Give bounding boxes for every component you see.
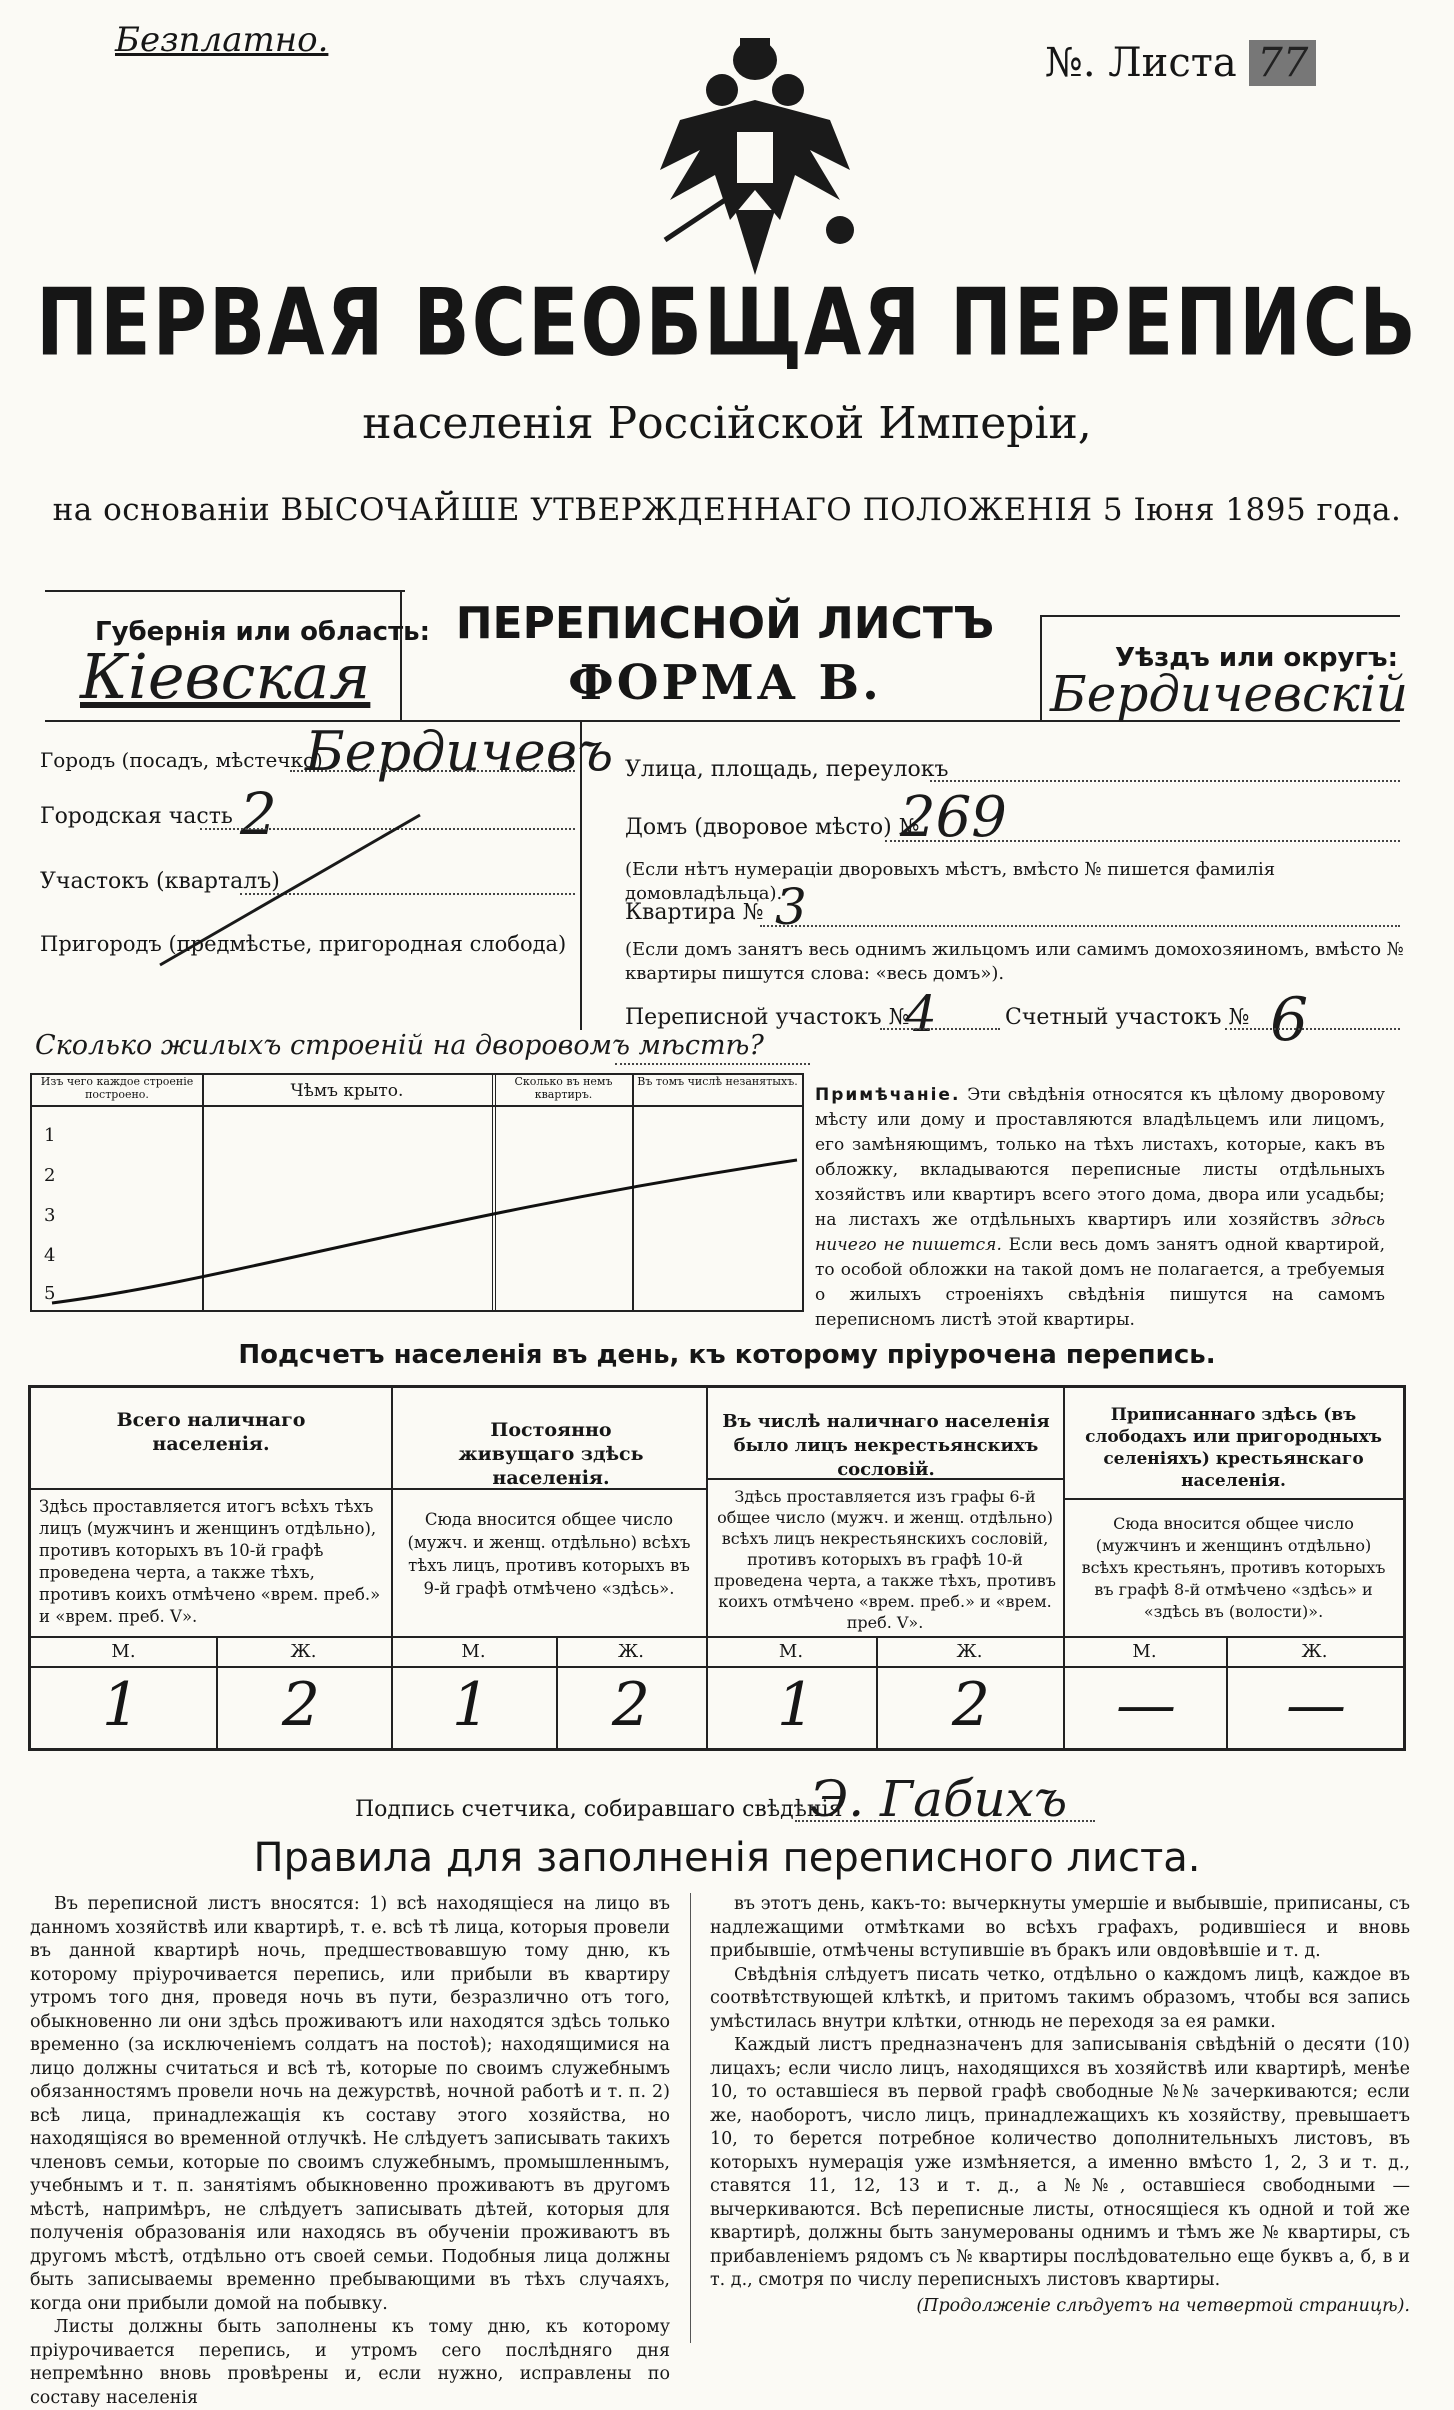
buildings-row-4: 4 — [44, 1245, 56, 1266]
rules-right-p2: Свѣдѣнія слѣдуетъ писать четко, отдѣльно о каждомъ лицѣ, каждое въ соотвѣтствующей клѣткѣ, и притомъ такимъ образомъ, чтобы вся запись умѣстилась внутри клѣтки, отнюдь не переходя за ея рамки. — [710, 1964, 1410, 2032]
census-title: ПЕРВАЯ ВСЕОБЩАЯ ПЕРЕПИСЬ — [36, 269, 1418, 377]
count-col2-f-value: 2 — [611, 1670, 651, 1740]
count-col4-m-label: М. — [1132, 1641, 1157, 1662]
count-col3-m-label: М. — [778, 1641, 804, 1662]
note-label: Примѣчаніе. — [815, 1085, 961, 1105]
note-block — [815, 1083, 1385, 1333]
house-label: Домъ (дворовое мѣсто) № — [625, 815, 920, 840]
buildings-header-apartments: Сколько въ немъ квартиръ. — [514, 1075, 613, 1101]
count-col2-m-value: 1 — [451, 1670, 491, 1740]
sheet-number-value: 77 — [1249, 40, 1316, 86]
note-text-2: Если весь домъ занятъ одной квартирой, то особой обложки на такой домъ не полагается, а требуемыя о жилыхъ строеніяхъ свѣдѣнія пишутся на самомъ переписномъ листѣ этой квартиры. — [815, 1235, 1386, 1330]
uezd-value: Бердичевскій — [1050, 665, 1409, 723]
count-col2-desc: Сюда вносится общее число (мужч. и женщ. отдѣльно) всѣхъ тѣхъ лицъ, противъ которыхъ въ 9-й графѣ отмѣчено «здѣсь». — [407, 1510, 691, 1598]
census-basis: на основаніи ВЫСОЧАЙШЕ УТВЕРЖДЕННАГО ПОЛОЖЕНІЯ 5 Іюня 1895 года. — [52, 492, 1402, 528]
count-col2-header: Постоянно живущаго здѣсь населенія. — [458, 1419, 644, 1489]
rules-title: Правила для заполненія переписного листа. — [253, 1835, 1201, 1881]
count-col4-header: Приписаннаго здѣсь (въ слободахъ или пригородныхъ селеніяхъ) крестьянскаго населенія. — [1085, 1405, 1382, 1491]
count-col3-f-value: 2 — [951, 1670, 991, 1740]
rules-left-p2: Листы должны быть заполнены къ тому дню, къ которому пріурочивается перепись, и утромъ сего послѣдняго дня непремѣнно вновь провѣрены и, если нужно, исправлены по составу населенія — [30, 2317, 670, 2408]
census-area-label: Переписной участокъ № — [625, 1005, 910, 1030]
apartment-label: Квартира № — [625, 900, 764, 925]
count-col1-desc: Здѣсь проставляется итогъ всѣхъ тѣхъ лицъ (мужчинъ и женщинъ отдѣльно), противъ которыхъ въ 10-й графѣ проведена черта, а также тѣхъ, противъ коихъ отмѣчено «врем. преб.» и «врем. преб. V». — [39, 1497, 381, 1626]
form-name: ФОРМА В. — [568, 655, 882, 711]
imperial-eagle-emblem — [640, 30, 870, 280]
sheet-number-label: №. Листа — [1045, 40, 1237, 86]
buildings-row-1: 1 — [44, 1125, 56, 1146]
city-part-value: 2 — [240, 780, 277, 848]
count-col2-f-label: Ж. — [618, 1641, 644, 1662]
count-col1-m-value: 1 — [101, 1670, 141, 1740]
count-col4-desc: Сюда вносится общее число (мужчинъ и женщинъ отдѣльно) всѣхъ крестьянъ, противъ которыхъ въ графѣ 8-й отмѣчено «здѣсь» и «здѣсь въ (волости)». — [1081, 1514, 1386, 1621]
apartment-value: 3 — [775, 878, 807, 936]
city-part-label: Городская часть — [40, 804, 233, 829]
buildings-header-material: Изъ чего каждое строеніе построено. — [40, 1075, 194, 1101]
count-col4-m-value: — — [1116, 1670, 1176, 1740]
rules-right-p3: Каждый листъ предназначенъ для записыванія свѣдѣній о десяти (10) лицахъ; если число лицъ, находящихся въ хозяйствѣ или квартирѣ, менѣе 10, то оставшіеся въ первой графѣ свободные №№ зачеркиваются; если же, наоборотъ, число лицъ, принадлежащихъ къ хозяйству, превышаетъ 10, то берется потребное количество дополнительныхъ листовъ, въ которыхъ нумерація уже измѣняется, а именно вмѣсто 1, 2, 3 и т. д., ставятся 11, 12, 13 и т. д., а №№, оставшіеся свободными — вычеркиваются. Всѣ переписные листы, относящіеся къ одной и той же квартирѣ, должны быть занумерованы однимъ и тѣмъ же № квартиры, съ прибавленіемъ рядомъ съ № квартиры послѣдовательно еще буквъ а, б, в и т. д., смотря по числу переписныхъ листовъ квартиры. — [710, 2035, 1410, 2290]
gubernia-value: Кіевская — [80, 640, 371, 713]
buildings-row-5: 5 — [44, 1283, 56, 1304]
city-value: Бердичевъ — [305, 720, 614, 783]
count-area-label: Счетный участокъ № — [1005, 1005, 1250, 1030]
house-value: 269 — [900, 785, 1007, 850]
sheet-number — [1045, 40, 1316, 86]
note-text: Эти свѣдѣнія относятся къ цѣлому дворовому мѣсту или дому и проставляются владѣльцемъ или лицомъ, его замѣняющимъ, только на тѣхъ листахъ, которые, какъ въ обложку, вкладываются переписные листы отдѣльныхъ хозяйствъ или квартиръ всего этого дома, двора или усадьбы; на листахъ же отдѣльныхъ квартиръ или хозяйствъ — [815, 1085, 1385, 1230]
census-subtitle: населенія Россійской Имперіи, — [362, 398, 1092, 449]
free-label: Безплатно. — [115, 20, 329, 60]
street-label: Улица, площадь, переулокъ — [625, 757, 949, 782]
rules-right-column — [710, 1893, 1410, 2318]
count-area-value: 6 — [1270, 985, 1309, 1055]
gubernia-label: Губернія или область: — [95, 617, 430, 647]
count-col3-m-value: 1 — [776, 1670, 816, 1740]
count-col1-f-value: 2 — [281, 1670, 321, 1740]
count-col4-f-label: Ж. — [1301, 1641, 1328, 1662]
count-col1-m-label: М. — [111, 1641, 136, 1662]
count-table — [28, 1385, 1406, 1751]
count-col3-header: Въ числѣ наличнаго населенія было лицъ некрестьянскихъ сословій. — [722, 1411, 1050, 1480]
buildings-row-3: 3 — [44, 1205, 56, 1226]
district-label: Участокъ (кварталъ) — [40, 869, 280, 894]
count-col1-f-label: Ж. — [290, 1641, 317, 1662]
buildings-question: Сколько жилыхъ строеній на дворовомъ мѣстѣ? — [35, 1030, 764, 1061]
signature-label: Подпись счетчика, собиравшаго свѣдѣнія — [355, 1797, 843, 1822]
buildings-header-vacant: Въ томъ числѣ незанятыхъ. — [637, 1075, 798, 1088]
count-col4-f-value: — — [1286, 1670, 1346, 1740]
buildings-strike-line — [32, 1105, 802, 1310]
count-col1-header: Всего наличнаго населенія. — [116, 1409, 306, 1455]
house-note: (Если нѣтъ нумераціи дворовыхъ мѣстъ, вмѣсто № пишется фамилія домовладѣльца). — [625, 859, 1276, 904]
count-col3-f-label: Ж. — [956, 1641, 983, 1662]
count-section-title: Подсчетъ населенія въ день, къ которому пріурочена перепись. — [238, 1340, 1216, 1370]
census-area-value: 4 — [905, 985, 937, 1043]
uezd-label: Уѣздъ или округъ: — [1115, 643, 1398, 673]
sheet-title: ПЕРЕПИСНОЙ ЛИСТЪ — [455, 598, 995, 649]
city-label: Городъ (посадъ, мѣстечко) — [40, 748, 323, 772]
dash-strike — [150, 810, 430, 970]
buildings-row-2: 2 — [44, 1165, 56, 1186]
rules-left-column — [30, 1893, 670, 2410]
count-col2-m-label: М. — [461, 1641, 486, 1662]
rules-continued: (Продолженіе слѣдуетъ на четвертой страницѣ). — [916, 2295, 1410, 2316]
suburb-label: Пригородъ (предмѣстье, пригородная слобода) — [40, 932, 567, 956]
rules-left-p1: Въ переписной листъ вносятся: 1) всѣ находящіеся на лицо въ данномъ хозяйствѣ или квартирѣ, т. е. всѣ тѣ лица, которыя провели въ данной квартирѣ ночь, предшествовавшую тому дню, къ которому пріурочивается перепись, или прибыли въ квартиру утромъ того дня, проведя ночь въ пути, безразлично отъ того, обыкновенно ли они здѣсь проживаютъ или находятся здѣсь только временно (за исключеніемъ солдатъ на постоѣ); находящимися на лицо должны считаться и всѣ тѣ, которые по своимъ служебнымъ обязанностямъ провели ночь на дежурствѣ, ночной работѣ и т. п. 2) всѣ лица, принадлежащія къ составу этого хозяйства, но находящіяся во временной отлучкѣ. Не слѣдуетъ записывать такихъ членовъ семьи, которые по своимъ служебнымъ, промышленнымъ, учебнымъ и т. п. занятіямъ обыкновенно проживаютъ въ другомъ мѣстѣ, напримѣръ, не слѣдуетъ записывать дѣтей, которыя для полученія образованія или находясь въ обученіи проживаютъ въ другомъ мѣстѣ, отдѣльно отъ своей семьи. Подобныя лица должны быть записываемы временно пребывающими въ тѣхъ случаяхъ, когда они прибыли домой на побывку. — [30, 1894, 670, 2314]
rules-right-p1: въ этотъ день, какъ-то: вычеркнуты умершіе и выбывшіе, приписаны, съ надлежащими отмѣтками во всѣхъ графахъ, родившіеся и вновь прибывшіе, отмѣчены вступившіе въ бракъ или овдовѣвшіе и т. д. — [710, 1894, 1410, 1961]
apartment-note: (Если домъ занятъ весь однимъ жильцомъ или самимъ домохозяиномъ, вмѣсто № квартиры пишутся слова: «весь домъ»). — [625, 939, 1404, 984]
note-text-italic: здѣсь ничего не пишется. — [815, 1210, 1385, 1255]
buildings-header-roof: Чѣмъ крыто. — [290, 1081, 404, 1101]
buildings-table — [30, 1073, 804, 1312]
signature-value: Э. Габихъ — [810, 1770, 1068, 1828]
count-col3-desc: Здѣсь проставляется изъ графы 6-й общее число (мужч. и женщ. отдѣльно) всѣхъ лицъ некрестьянскихъ сословій, противъ которыхъ въ графѣ 10-й проведена черта, а также тѣхъ, противъ коихъ отмѣчено «врем. преб.» и «врем. преб. V». — [714, 1487, 1056, 1632]
